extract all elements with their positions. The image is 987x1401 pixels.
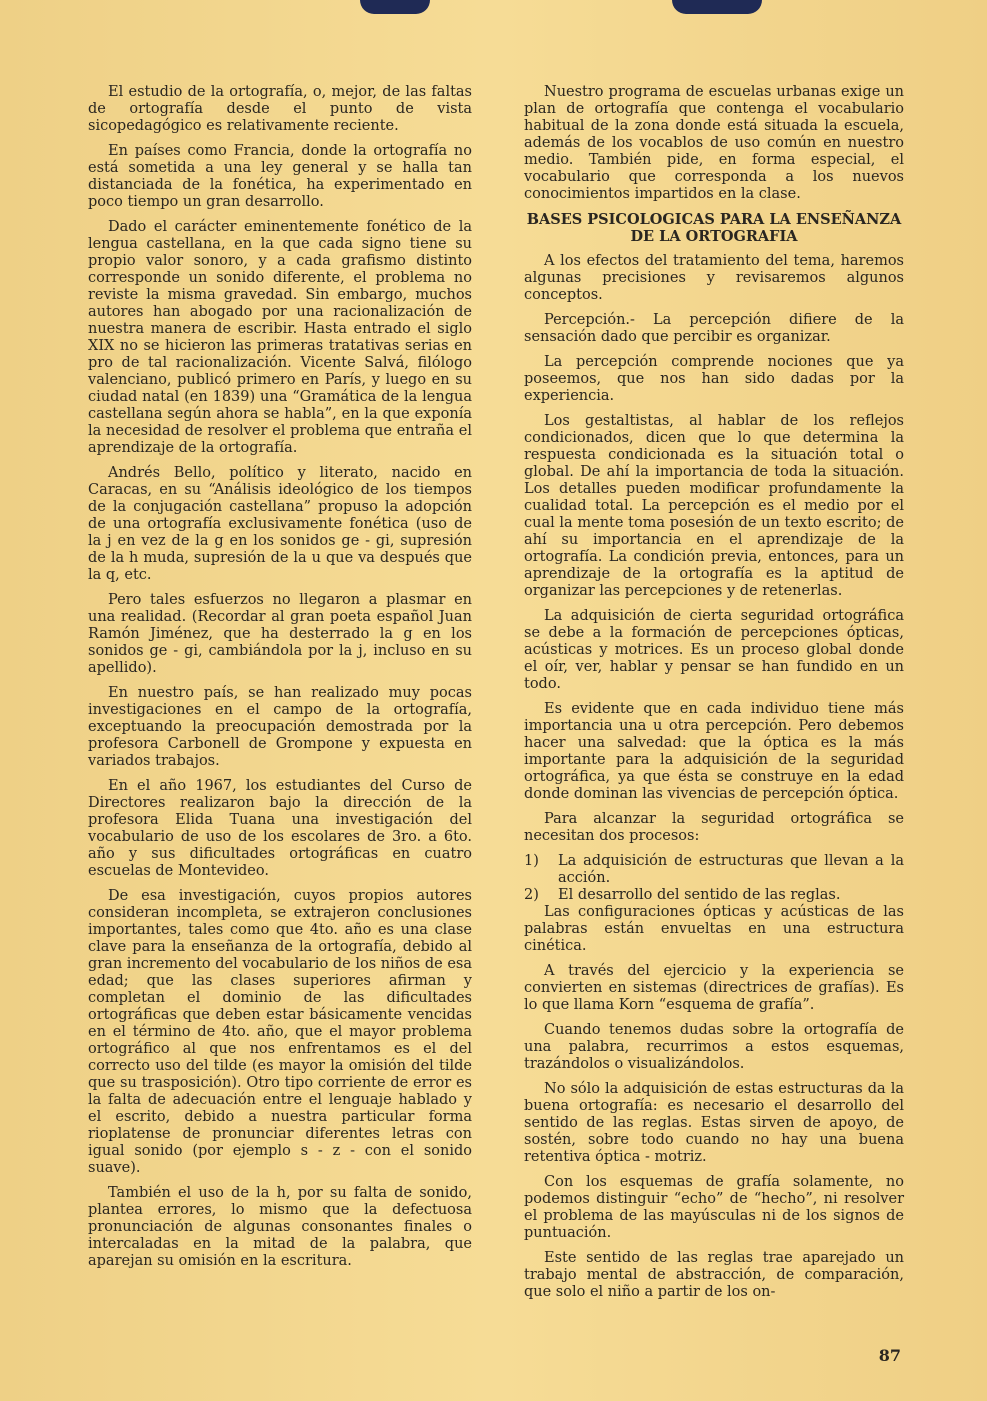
list-item xyxy=(524,887,904,904)
page-number: 87 xyxy=(878,1346,901,1365)
paragraph: Con los esquemas de grafía solamente, no podemos distinguir “echo” de “hecho”, ni resolver el problema de las mayúsculas ni de los signos de puntuación. xyxy=(524,1174,904,1241)
paragraph: A los efectos del tratamiento del tema, haremos algunas precisiones y revisaremos algunos conceptos. xyxy=(524,253,904,303)
left-column xyxy=(88,84,472,1278)
list-number: 2) xyxy=(524,887,539,903)
paragraph: Pero tales esfuerzos no llegaron a plasmar en una realidad. (Recordar al gran poeta español Juan Ramón Jiménez, que ha desterrado la g en los sonidos ge - gi, cambiándola por la j, incluso en su apellido). xyxy=(88,592,472,676)
paragraph: Este sentido de las reglas trae aparejado un trabajo mental de abstracción, de comparación, que solo el niño a partir de los on- xyxy=(524,1250,904,1300)
paragraph: Andrés Bello, político y literato, nacido en Caracas, en su “Análisis ideológico de los tiempos de la conjugación castellana” propuso la adopción de una ortografía exclusivamente fonética (uso de la j en vez de la g en los sonidos ge - gi, supresión de la h muda, supresión de la u que va después que la q, etc. xyxy=(88,465,472,583)
paragraph: En países como Francia, donde la ortografía no está sometida a una ley general y se halla tan distanciada de la fonética, ha experimentado en poco tiempo un gran desarrollo. xyxy=(88,143,472,210)
paragraph: No sólo la adquisición de estas estructuras da la buena ortografía: es necesario el desarrollo del sentido de las reglas. Estas sirven de apoyo, de sostén, sobre todo cuando no hay una buena retentiva óptica - motriz. xyxy=(524,1081,904,1165)
paragraph: El estudio de la ortografía, o, mejor, de las faltas de ortografía desde el punto de vista sicopedagógico es relativamente reciente. xyxy=(88,84,472,134)
paragraph: Los gestaltistas, al hablar de los reflejos condicionados, dicen que lo que determina la respuesta condicionada es la situación total o global. De ahí la importancia de toda la situación. Los detalles pueden modificar profundamente la cualidad total. La percepción es el medio por el cual la mente toma posesión de un texto escrito; de ahí su importancia en el aprendizaje de la ortografía. La condición previa, entonces, para un aprendizaje de la ortografía es la aptitud de organizar las percepciones y de retenerlas. xyxy=(524,413,904,599)
ink-blot xyxy=(672,0,762,14)
right-column xyxy=(524,84,904,1309)
list-item xyxy=(524,853,904,887)
paragraph: Percepción.- La percepción difiere de la sensación dado que percibir es organizar. xyxy=(524,312,904,345)
paragraph: Es evidente que en cada individuo tiene más importancia una u otra percepción. Pero debemos hacer una salvedad: que la óptica es la más importante para la adquisición de la seguridad ortográfica, ya que ésta se construye en la edad donde dominan las vivencias de percepción óptica. xyxy=(524,701,904,802)
paragraph: Las configuraciones ópticas y acústicas de las palabras están envueltas en una estructura cinética. xyxy=(524,904,904,954)
paragraph: A través del ejercicio y la experiencia se convierten en sistemas (directrices de grafías). Es lo que llama Korn “esquema de grafía”. xyxy=(524,963,904,1013)
paragraph: La percepción comprende nociones que ya poseemos, que nos han sido dadas por la experiencia. xyxy=(524,354,904,404)
list-text: El desarrollo del sentido de las reglas. xyxy=(558,887,841,903)
section-heading: BASES PSICOLOGICAS PARA LA ENSEÑANZA DE LA ORTOGRAFIA xyxy=(526,211,902,245)
paragraph: También el uso de la h, por su falta de sonido, plantea errores, lo mismo que la defectuosa pronunciación de algunas consonantes finales o intercaladas en la mitad de la palabra, que aparejan su omisión en la escritura. xyxy=(88,1185,472,1269)
paragraph: La adquisición de cierta seguridad ortográfica se debe a la formación de percepciones ópticas, acústicas y motrices. Es un proceso global donde el oír, ver, hablar y pensar se han fundido en un todo. xyxy=(524,608,904,692)
paragraph: Para alcanzar la seguridad ortográfica se necesitan dos procesos: xyxy=(524,811,904,844)
ink-blot xyxy=(360,0,430,14)
paragraph: Dado el carácter eminentemente fonético de la lengua castellana, en la que cada signo tiene su propio valor sonoro, y a cada grafismo distinto corresponde un sonido diferente, el problema no reviste la misma gravedad. Sin embargo, muchos autores han abogado por una racionalización de nuestra manera de escribir. Hasta entrado el siglo XIX no se hicieron las primeras tratativas serias en pro de tal racionalización. Vicente Salvá, filólogo valenciano, publicó primero en París, y luego en su ciudad natal (en 1839) una “Gramática de la lengua castellana según ahora se habla”, en la que exponía la necesidad de resolver el problema que entraña el aprendizaje de la ortografía. xyxy=(88,219,472,456)
list-text: La adquisición de estructuras que llevan a la acción. xyxy=(558,853,904,886)
numbered-list xyxy=(524,853,904,904)
paragraph: De esa investigación, cuyos propios autores consideran incompleta, se extrajeron conclusiones importantes, tales como que 4to. año es una clase clave para la enseñanza de la ortografía, debido al gran incremento del vocabulario de los niños de esa edad; que las clases superiores afirman y completan el dominio de las dificultades ortográficas que deben estar básicamente vencidas en el término de 4to. año, que el mayor problema ortográfico al que nos enfrentamos es el del correcto uso del tilde (es mayor la omisión del tilde que su trasposición). Otro tipo corriente de error es la falta de adecuación entre el lenguaje hablado y el escrito, debido a nuestra particular forma rioplatense de pronunciar diferentes letras con igual sonido (por ejemplo s - z - con el sonido suave). xyxy=(88,888,472,1176)
paragraph: Nuestro programa de escuelas urbanas exige un plan de ortografía que contenga el vocabulario habitual de la zona donde está situada la escuela, además de los vocablos de uso común en nuestro medio. También pide, en forma especial, el vocabulario que corresponda a los nuevos conocimientos impartidos en la clase. xyxy=(524,84,904,202)
list-number: 1) xyxy=(524,853,539,869)
paragraph: Cuando tenemos dudas sobre la ortografía de una palabra, recurrimos a estos esquemas, trazándolos o visualizándolos. xyxy=(524,1022,904,1072)
paragraph: En el año 1967, los estudiantes del Curso de Directores realizaron bajo la dirección de la profesora Elida Tuana una investigación del vocabulario de uso de los escolares de 3ro. a 6to. año y sus dificultades ortográficas en cuatro escuelas de Montevideo. xyxy=(88,778,472,879)
paragraph: En nuestro país, se han realizado muy pocas investigaciones en el campo de la ortografía, exceptuando la preocupación demostrada por la profesora Carbonell de Grompone y expuesta en variados trabajos. xyxy=(88,685,472,769)
